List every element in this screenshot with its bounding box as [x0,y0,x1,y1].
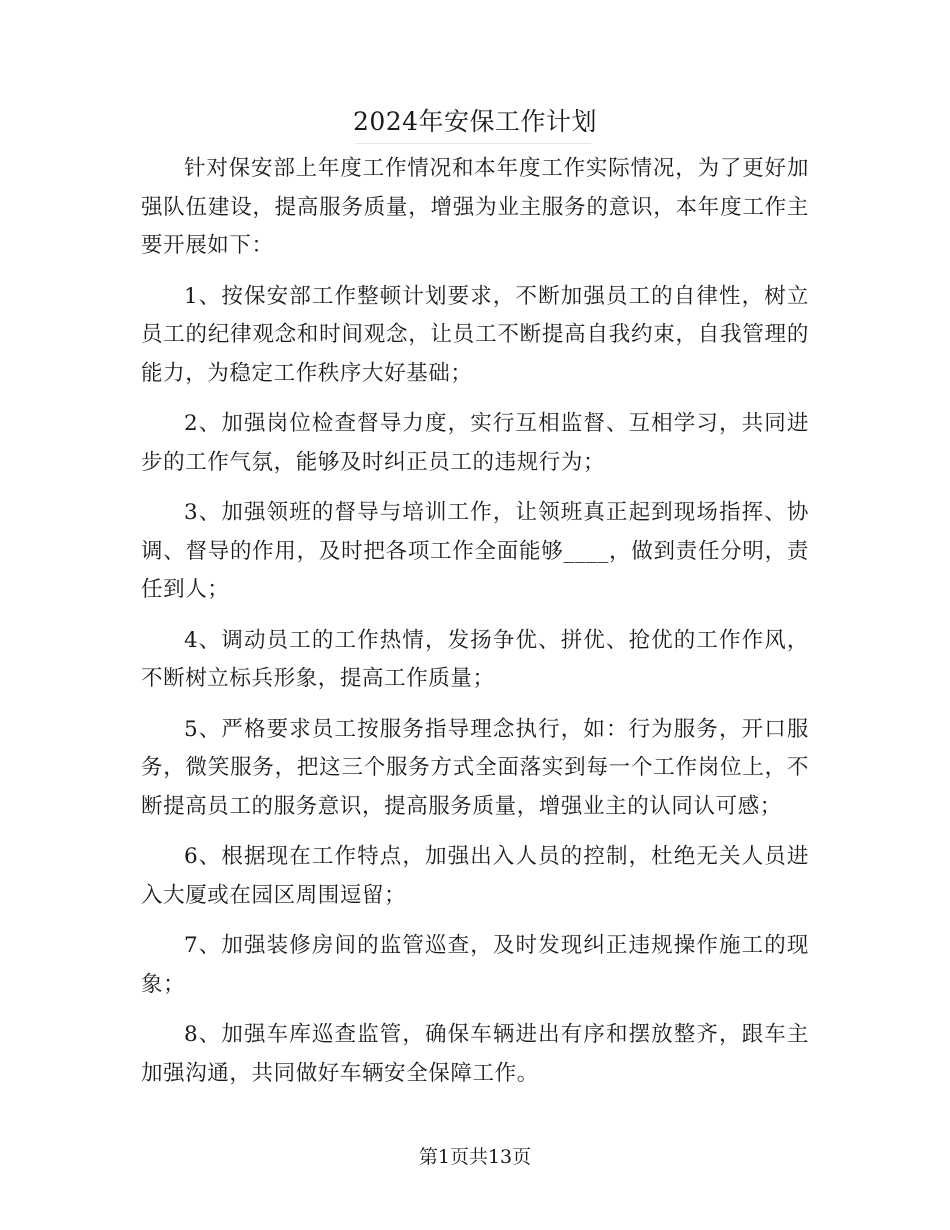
plan-item-8: 8、加强车库巡查监管，确保车辆进出有序和摆放整齐，跟车主加强沟通，共同做好车辆安全保障工作。 [141,1022,809,1086]
intro-paragraph: 针对保安部上年度工作情况和本年度工作实际情况，为了更好加强队伍建设，提高服务质量，增强为业主服务的意识，本年度工作主要开展如下： [141,156,809,258]
plan-item-7: 7、加强装修房间的监管巡查，及时发现纠正违规操作施工的现象； [141,933,809,997]
plan-item-4: 4、调动员工的工作热情，发扬争优、拼优、抢优的工作作风，不断树立标兵形象，提高工作质量； [141,627,809,691]
plan-item-5: 5、严格要求员工按服务指导理念执行，如：行为服务，开口服务，微笑服务，把这三个服务方式全面落实到每一个工作岗位上，不断提高员工的服务意识，提高服务质量，增强业主的认同认可感； [141,716,809,819]
plan-item-3: 3、加强领班的督导与培训工作，让领班真正起到现场指挥、协调、督导的作用，及时把各项工作全面能够____，做到责任分明，责任到人； [141,500,809,602]
plan-item-2: 2、加强岗位检查督导力度，实行互相监督、互相学习，共同进步的工作气氛，能够及时纠正员工的违规行为； [141,411,809,475]
title-underline [355,143,591,144]
document-body [141,150,809,1093]
page-number: 第1页共13页 [418,1146,532,1168]
plan-item-6: 6、根据现在工作特点，加强出入人员的控制，杜绝无关人员进入大厦或在园区周围逗留； [141,844,809,908]
plan-item-1: 1、按保安部工作整顿计划要求，不断加强员工的自律性，树立员工的纪律观念和时间观念，让员工不断提高自我约束，自我管理的能力，为稳定工作秩序大好基础； [141,283,809,386]
document-title: 2024年安保工作计划 [352,107,598,136]
